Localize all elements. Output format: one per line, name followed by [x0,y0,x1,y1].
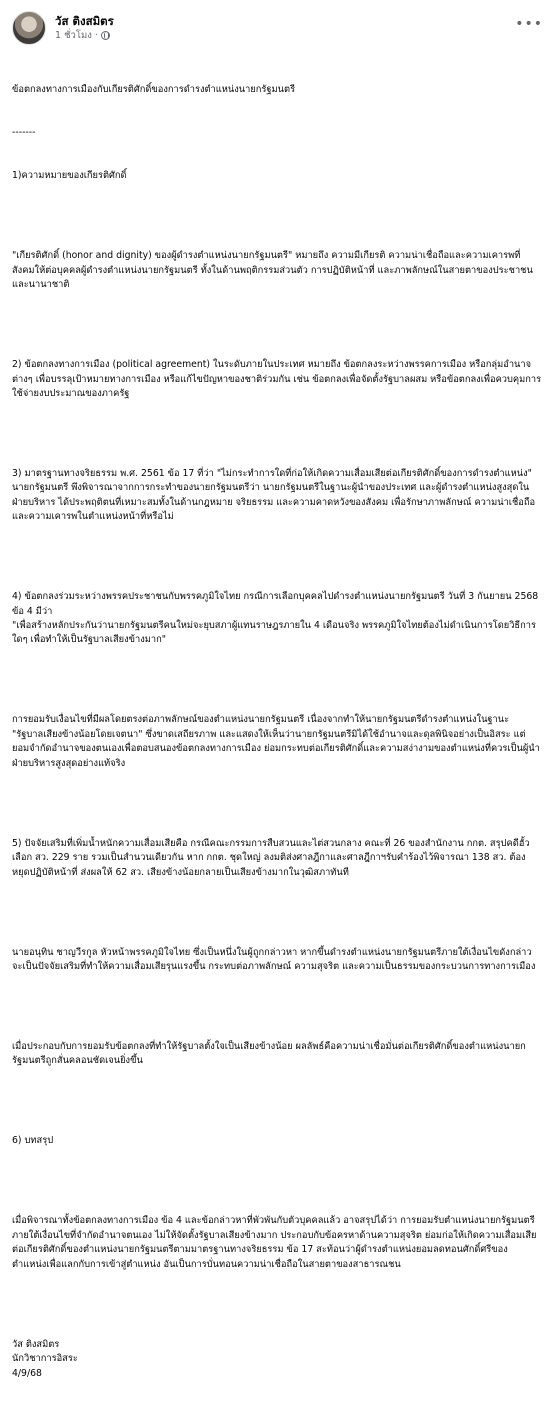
paragraph: การยอมรับเงื่อนไขที่มีผลโดยตรงต่อภาพลักษณ์ของตำแหน่งนายกรัฐมนตรี เนื่องจากทำให้นายกรัฐมนตรีดำรงตำแหน่งในฐานะ "รัฐบาลเสียงข้างน้อยโดยเจตนา" ซึ่งขาดเสถียรภาพ และแสดงให้เห็นว่านายกรัฐมนตรีมิได้ใช้อำนาจและดุลพินิจอย่างเป็นอิสระ แต่ยอมจำกัดอำนาจของตนเองเพื่อตอบสนองข้อตกลงทางการเมือง ย่อมกระทบต่อเกียรติศักดิ์และความสง่างามของตำแหน่งที่ควรเป็นผู้นำฝ่ายบริหารสูงสุดอย่างแท้จริง [12,714,540,769]
signature-block: วัส ติงสมิตร นักวิชาการอิสระ 4/9/68 [12,1338,78,1379]
post-meta [55,14,114,42]
paragraph: 2) ข้อตกลงทางการเมือง (political agreement) ในระดับภายในประเทศ หมายถึง ข้อตกลงระหว่างพรรคการเมือง หรือกลุ่มอำนาจต่างๆ เพื่อบรรลุเป้าหมายทางการเมือง หรือแก้ไขปัญหาของชาติร่วมกัน เช่น ข้อตกลงเพื่อจัดตั้งรัฐบาลผสม หรือข้อตกลงเพื่อควบคุมการใช้จ่ายงบประมาณของภาครัฐ [12,359,542,399]
paragraph: 5) ปัจจัยเสริมที่เพิ่มน้ำหนักความเสื่อมเสียคือ กรณีคณะกรรมการสืบสวนและไต่สวนกลาง คณะที่ 26 ของสำนักงาน กกต. สรุปคดีฮั้วเลือก สว. 229 ราย รวมเป็นสำนวนเดียวกัน หาก กกต. ชุดใหญ่ ลงมติส่งศาลฎีกาและศาลฎีกาฯรับคำร้องไว้พิจารณา 138 สว. ต้องหยุดปฏิบัติหน้าที่ ส่งผลให้ 62 สว. เสียงข้างน้อยกลายเป็นเสียงข้างมากในวุฒิสภาทันที [12,837,530,878]
avatar[interactable] [12,11,46,45]
paragraph: เมื่อประกอบกับการยอมรับข้อตกลงที่ทำให้รัฐบาลตั้งใจเป็นเสียงข้างน้อย ผลลัพธ์คือความน่าเชื่อมั่นต่อเกียรติศักดิ์ของตำแหน่งนายกรัฐมนตรีถูกสั่นคลอนชัดเจนยิ่งขึ้น [12,1041,526,1067]
paragraph: นายอนุทิน ชาญวีรกูล หัวหน้าพรรคภูมิใจไทย ซึ่งเป็นหนึ่งในผู้ถูกกล่าวหา หากขึ้นดำรงตำแหน่งนายกรัฐมนตรีภายใต้เงื่อนไขดังกล่าว จะเป็นปัจจัยเสริมที่ทำให้ความเสื่อมเสียรุนแรงขึ้น กระทบต่อภาพลักษณ์ ความสุจริต และความเป็นธรรมของกระบวนการทางการเมือง [12,946,536,972]
paragraph: เมื่อพิจารณาทั้งข้อตกลงทางการเมือง ข้อ 4 และข้อกล่าวหาที่พัวพันกับตัวบุคคลแล้ว อาจสรุปได้ว่า การยอมรับตำแหน่งนายกรัฐมนตรีภายใต้เงื่อนไขที่จำกัดอำนาจตนเอง ไม่ให้จัดตั้งรัฐบาลเสียงข้างมาก ประกอบกับข้อครหาด้านความสุจริต ย่อมก่อให้เกิดความเสื่อมเสียต่อเกียรติศักดิ์ของตำแหน่งนายกรัฐมนตรีตามมาตรฐานทางจริยธรรม ข้อ 17 สะท้อนว่าผู้ดำรงตำแหน่งยอมลดทอนศักดิ์ศรีของตำแหน่งเพื่อแลกกับการเข้าสู่ตำแหน่ง อันเป็นการบั่นทอนความน่าเชื่อถือในสายตาของสาธารณชน [12,1215,537,1270]
section-heading: 6) บทสรุป [12,1135,54,1147]
paragraph: 3) มาตรฐานทางจริยธรรม พ.ศ. 2561 ข้อ 17 ที่ว่า "ไม่กระทำการใดที่ก่อให้เกิดความเสื่อมเสียต่อเกียรติศักดิ์ของการดำรงตำแหน่ง" นายกรัฐมนตรี พึงพิจารณาจากการกระทำของนายกรัฐมนตรีว่า นายกรัฐมนตรีในฐานะผู้นำของประเทศ และผู้ดำรงตำแหน่งสูงสุดในฝ่ายบริหาร ได้ประพฤติตนที่เหมาะสมทั้งในด้านกฎหมาย จริยธรรม และความคาดหวังของสังคม เพื่อรักษาภาพลักษณ์ ความน่าเชื่อถือ และความเคารพในตำแหน่งหน้าที่หรือไม่ [12,467,539,523]
paragraph: "เกียรติศักดิ์ (honor and dignity) ของผู้ดำรงตำแหน่งนายกรัฐมนตรี" หมายถึง ความมีเกียรติ ความน่าเชื่อถือและความเคารพที่สังคมให้ต่อบุคคลผู้ดำรงตำแหน่งนายกรัฐมนตรี ทั้งในด้านพฤติกรรมส่วนตัว การปฏิบัติหน้าที่ และภาพลักษณ์ในสายตาของประชาชนและนานาชาติ [12,250,533,291]
post-time[interactable]: 1 ชั่วโมง [55,30,92,41]
post-header [12,10,114,46]
ellipsis-icon[interactable]: ••• [515,16,543,32]
paragraph: 4) ข้อตกลงร่วมระหว่างพรรคประชาชนกับพรรคภูมิใจไทย กรณีการเลือกบุคคลไปดำรงตำแหน่งนายกรัฐมนตรี วันที่ 3 กันยายน 2568 ข้อ 4 มีว่า "เพื่อสร้างหลักประกันว่านายกรัฐมนตรีคนใหม่จะยุบสภาผู้แทนราษฎรภายใน 4 เดือนจริง พรรคภูมิใจไทยต้องไม่ดำเนินการโดยวิธีการใดๆ เพื่อทำให้เป็นรัฐบาลเสียงข้างมาก" [12,591,539,646]
author-name[interactable]: วัส ติงสมิตร [55,14,114,28]
section-heading: 1)ความหมายของเกียรติศักดิ์ [12,170,127,182]
post-title: ข้อตกลงทางการเมืองกับเกียรติศักดิ์ของการดำรงตำแหน่งนายกรัฐมนตรี [12,83,296,95]
post-timestamp-row: 1 ชั่วโมง · [55,29,114,42]
post-body [12,54,542,1410]
globe-icon [101,31,110,40]
separator-line: ------- [12,127,36,139]
